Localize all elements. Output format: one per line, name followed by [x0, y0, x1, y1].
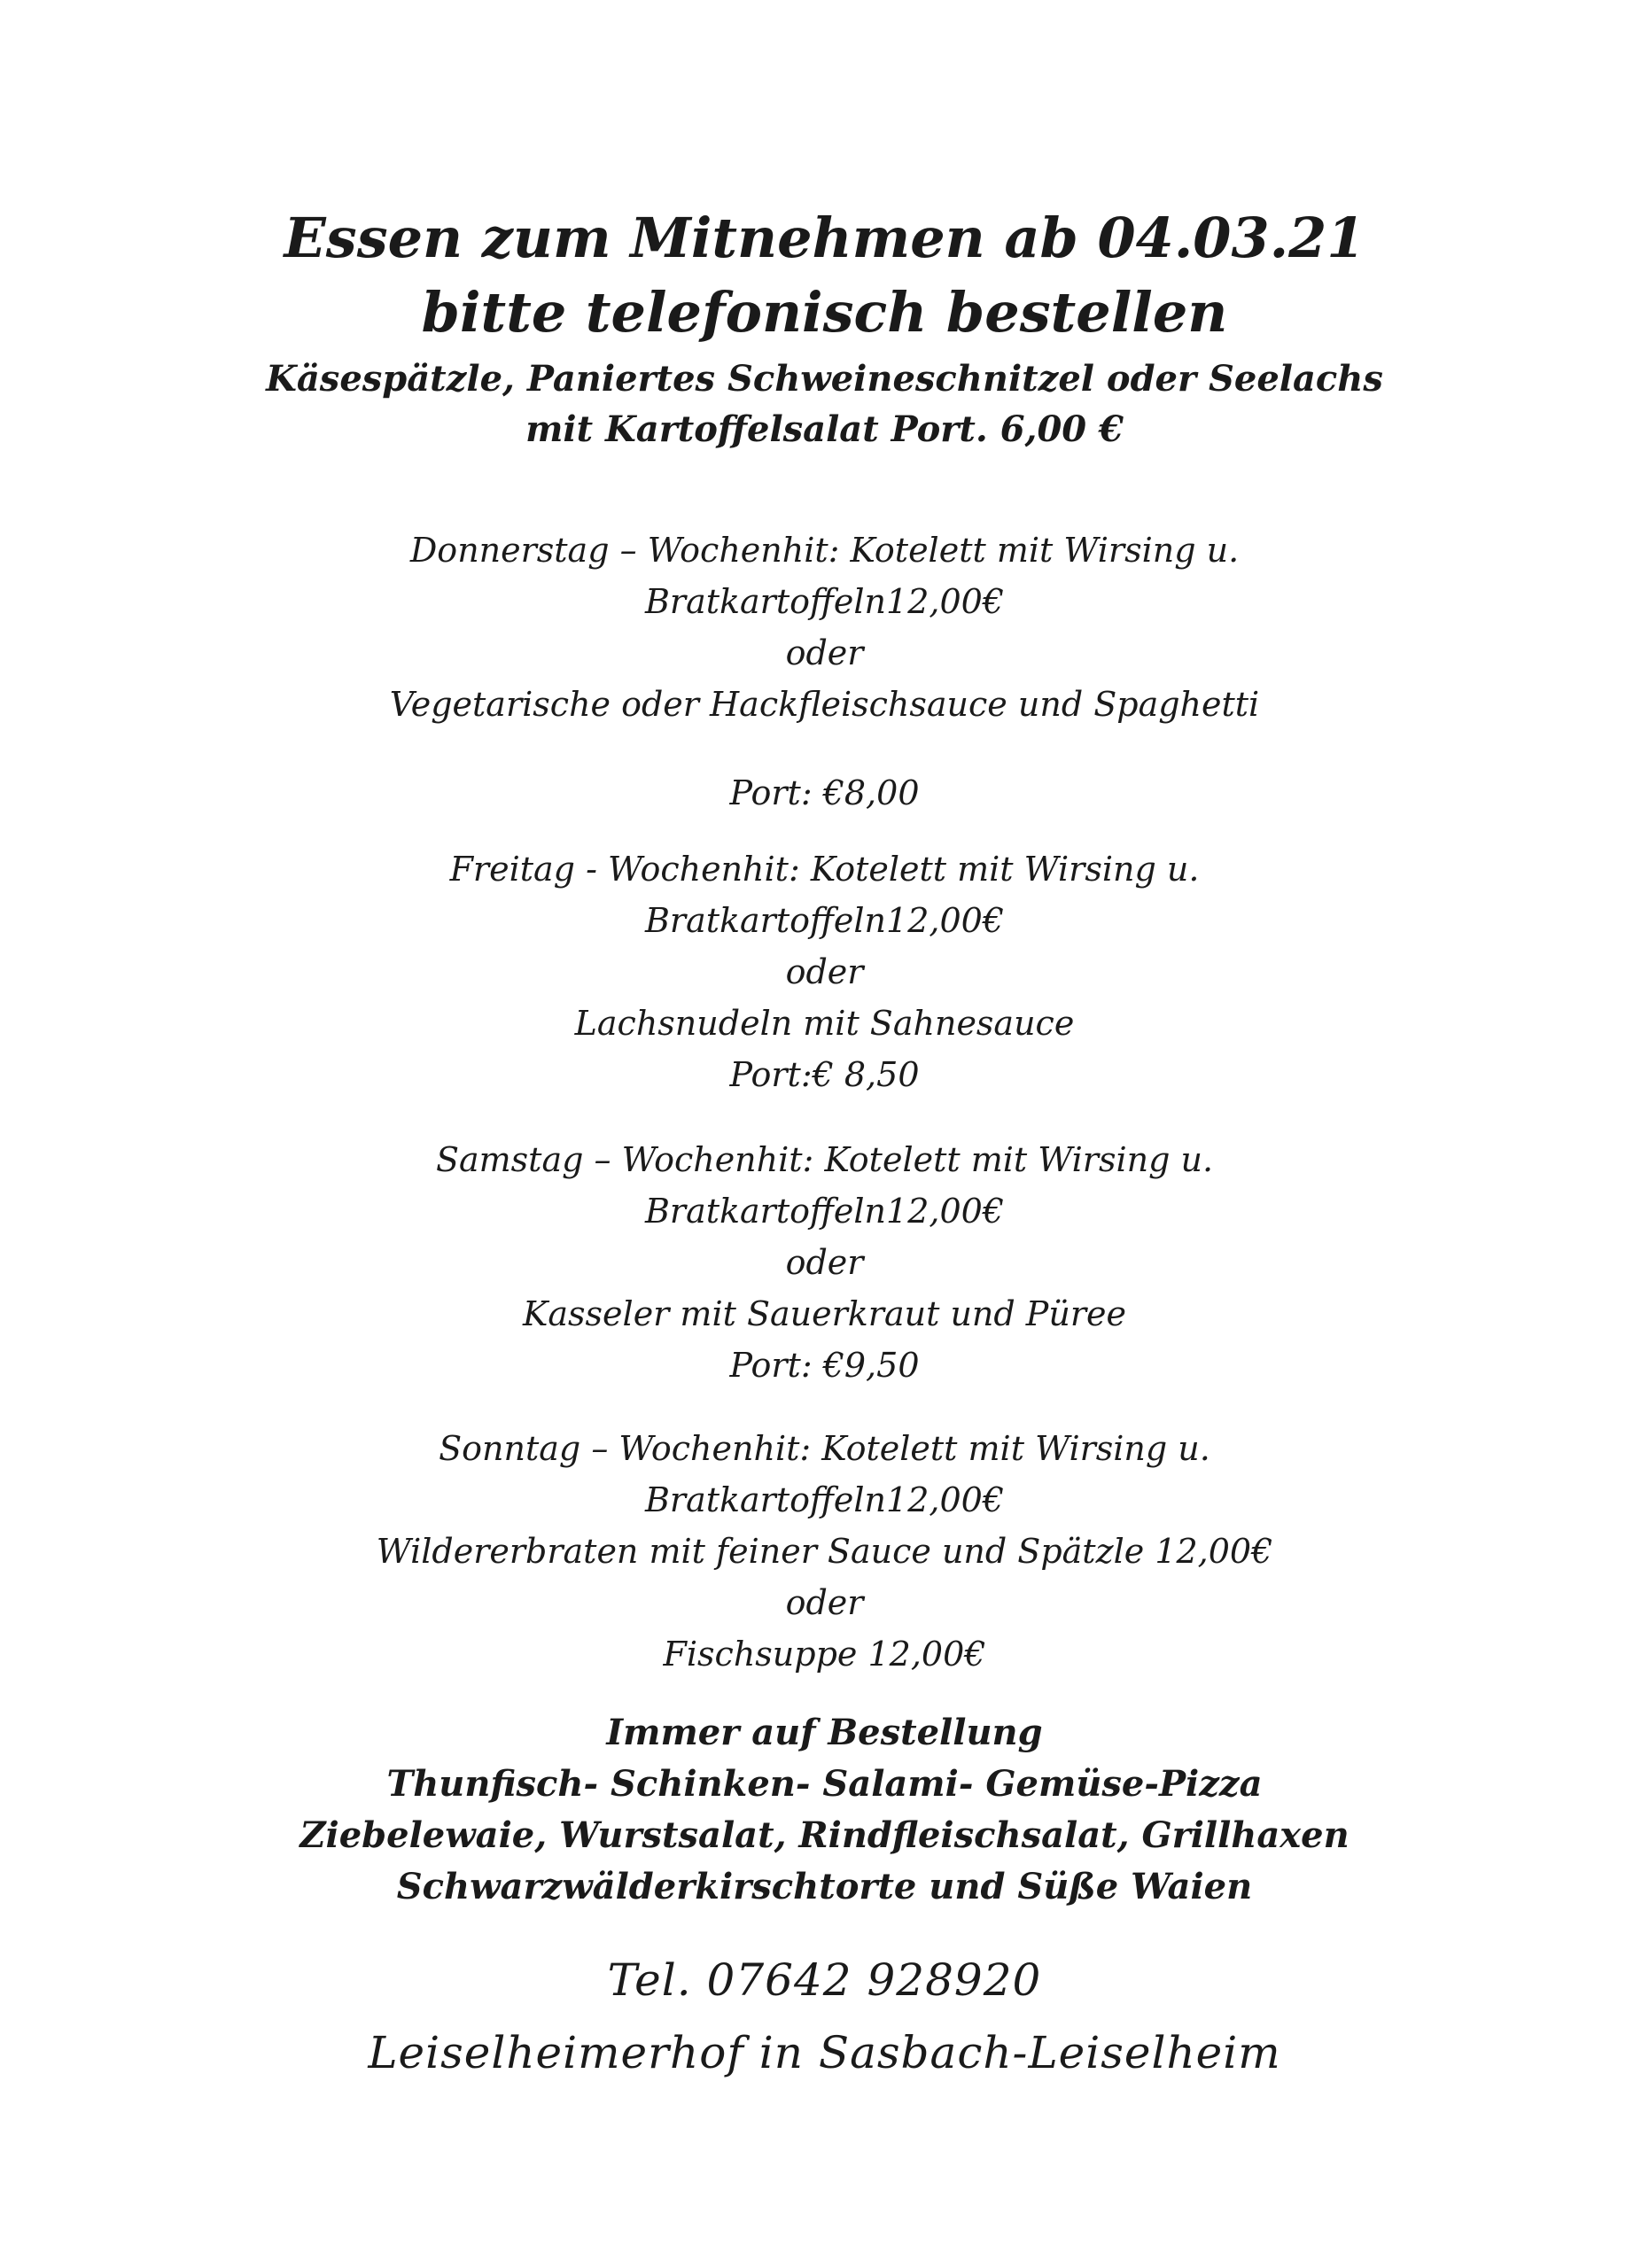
saturday-alt: Kasseler mit Sauerkraut und Püree	[523, 1294, 1126, 1333]
restaurant-location: Leiselheimerhof in Sasbach-Leiselheim	[368, 2027, 1281, 2078]
sunday-heading: Sonntag – Wochenhit: Kotelett mit Wirsing u.	[439, 1429, 1210, 1468]
friday-price: Port:€ 8,50	[729, 1055, 920, 1094]
friday-heading: Freitag - Wochenhit: Kotelett mit Wirsing u.	[449, 850, 1200, 889]
order-line1: Thunfisch- Schinken- Salami- Gemüse-Pizza	[386, 1763, 1263, 1805]
thursday-or: oder	[785, 633, 864, 672]
sunday-extra: Wildererbraten mit feiner Sauce und Spätzle 12,00€	[376, 1532, 1273, 1571]
thursday-line2: Bratkartoffeln12,00€	[644, 582, 1004, 621]
thursday-price: Port: €8,00	[729, 773, 920, 812]
saturday-price: Port: €9,50	[729, 1346, 920, 1385]
saturday-or: oder	[785, 1243, 864, 1282]
menu-title: Essen zum Mitnehmen ab 04.03.21	[284, 206, 1365, 270]
daily-dishes-line2: mit Kartoffelsalat Port. 6,00 €	[525, 408, 1124, 450]
order-line3: Schwarzwälderkirschtorte und Süße Waien	[396, 1866, 1253, 1907]
saturday-heading: Samstag – Wochenhit: Kotelett mit Wirsing u.	[435, 1140, 1214, 1179]
sunday-alt: Fischsuppe 12,00€	[663, 1635, 986, 1674]
daily-dishes-line1: Käsespätzle, Paniertes Schweineschnitzel oder Seelachs	[266, 358, 1383, 400]
order-heading: Immer auf Bestellung	[606, 1712, 1043, 1753]
thursday-heading: Donnerstag – Wochenhit: Kotelett mit Wirsing u.	[409, 531, 1240, 570]
friday-or: oder	[785, 952, 864, 991]
friday-line2: Bratkartoffeln12,00€	[644, 901, 1004, 940]
order-line2: Ziebelewaie, Wurstsalat, Rindfleischsalat, Grillhaxen	[299, 1814, 1350, 1856]
menu-subtitle: bitte telefonisch bestellen	[421, 280, 1228, 345]
sunday-or: oder	[785, 1583, 864, 1622]
saturday-line2: Bratkartoffeln12,00€	[644, 1192, 1004, 1231]
sunday-line2: Bratkartoffeln12,00€	[644, 1480, 1004, 1519]
friday-alt: Lachsnudeln mit Sahnesauce	[574, 1004, 1075, 1043]
thursday-alt: Vegetarische oder Hackfleischsauce und Spaghetti	[389, 685, 1260, 724]
phone-number: Tel. 07642 928920	[607, 1954, 1042, 2006]
